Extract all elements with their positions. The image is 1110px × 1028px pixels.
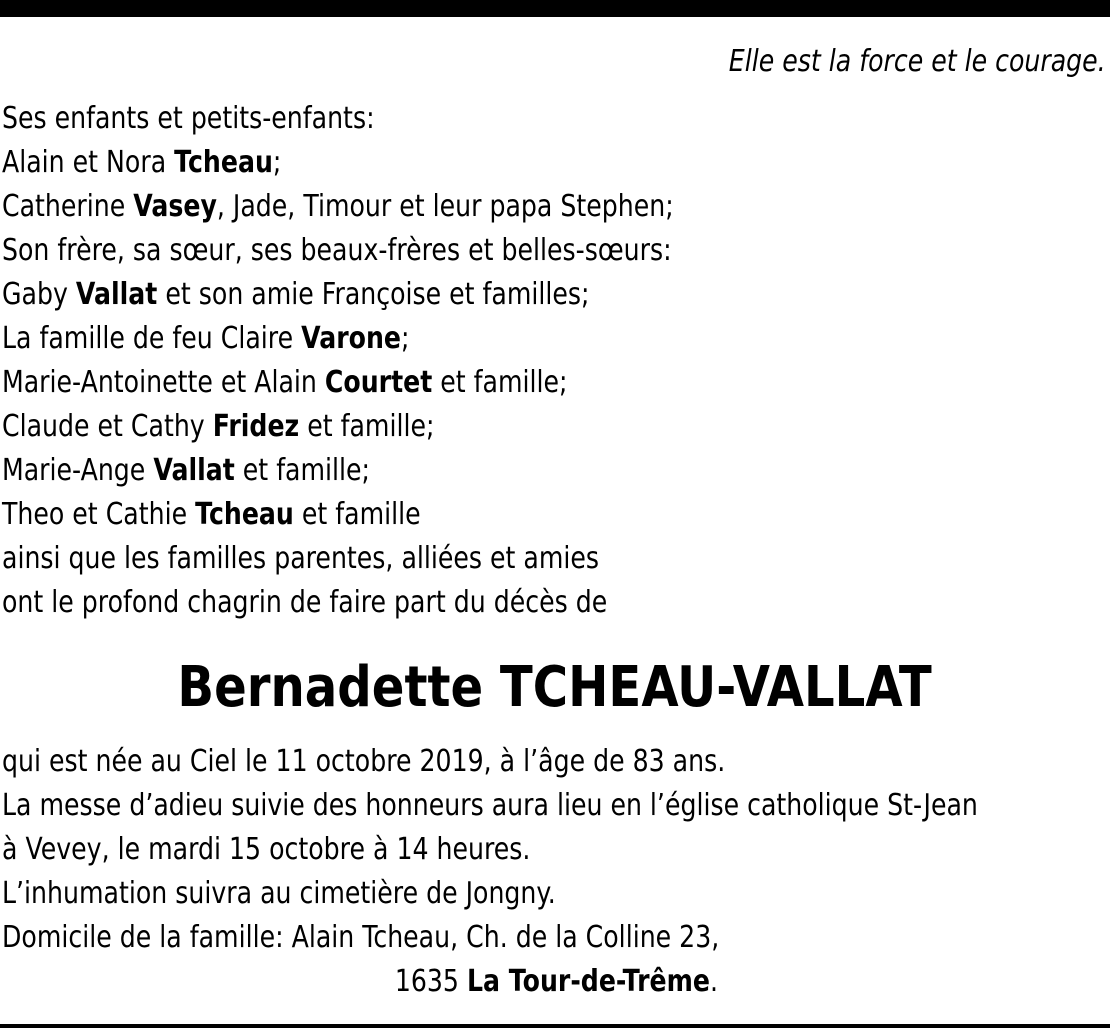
domicile-line: Domicile de la famille: Alain Tcheau, Ch. de la Colline 23, — [2, 920, 720, 955]
family-line — [2, 405, 1044, 449]
burial-line: L’inhumation suivra au cimetière de Jongny. — [2, 876, 556, 911]
family-surname: Varone — [301, 321, 402, 356]
motto: Elle est la force et le courage. — [729, 44, 1106, 79]
deceased-name — [0, 650, 1110, 726]
postcode: 1635 — [394, 964, 467, 999]
family-line-text: et famille; — [234, 453, 371, 488]
family-line — [2, 185, 1044, 229]
family-line-text: Theo et Cathie — [2, 497, 196, 532]
town-name: La Tour-de-Trême — [466, 964, 710, 999]
relatives-line: ainsi que les familles parentes, alliées et amies — [2, 541, 600, 576]
family-line-text: Marie-Ange — [2, 453, 154, 488]
family-line-text: ; — [401, 321, 410, 356]
family-surname: Vasey — [133, 189, 217, 224]
family-line — [2, 493, 1044, 537]
family-line-text: La famille de feu Claire — [2, 321, 302, 356]
family-list — [2, 97, 1044, 625]
family-line — [2, 141, 1044, 185]
details-block — [2, 740, 1044, 1004]
mass-line: La messe d’adieu suivie des honneurs aura lieu en l’église catholique St-Jean — [2, 788, 978, 823]
family-line — [2, 317, 1044, 361]
family-line-text: Catherine — [2, 189, 134, 224]
deceased-name-text: Bernadette TCHEAU-VALLAT — [177, 655, 933, 720]
family-line-text: et famille; — [299, 409, 435, 444]
bottom-rule — [0, 1024, 1110, 1028]
family-surname: Tcheau — [195, 497, 294, 532]
family-line-text: Marie-Antoinette et Alain — [2, 365, 325, 400]
town-punctuation: . — [709, 964, 718, 999]
family-surname: Courtet — [324, 365, 433, 400]
family-line-text: , Jade, Timour et leur papa Stephen; — [216, 189, 674, 224]
family-line-text: ; — [272, 145, 282, 180]
family-line — [2, 273, 1044, 317]
family-surname: Fridez — [212, 409, 300, 444]
birth-line: qui est née au Ciel le 11 octobre 2019, à l’âge de 83 ans. — [2, 744, 726, 779]
family-surname: Tcheau — [174, 145, 273, 180]
domicile-town-line — [2, 960, 1110, 1004]
family-line-text: Alain et Nora — [2, 145, 175, 180]
top-rule — [0, 0, 1110, 17]
family-line-text: Claude et Cathy — [2, 409, 213, 444]
family-line-text: Gaby — [2, 277, 76, 312]
family-line-text: et famille; — [432, 365, 568, 400]
announcement-line: ont le profond chagrin de faire part du décès de — [2, 585, 608, 620]
family-surname: Vallat — [153, 453, 235, 488]
siblings-intro: Son frère, sa sœur, ses beaux-frères et belles-sœurs: — [2, 233, 672, 268]
family-line-text: et famille — [293, 497, 421, 532]
mass-line-continued: à Vevey, le mardi 15 octobre à 14 heures. — [2, 832, 531, 867]
family-line — [2, 449, 1044, 493]
family-surname: Vallat — [75, 277, 158, 312]
family-line — [2, 361, 1044, 405]
family-line-text: et son amie Françoise et familles; — [157, 277, 590, 312]
children-intro: Ses enfants et petits-enfants: — [2, 101, 375, 136]
